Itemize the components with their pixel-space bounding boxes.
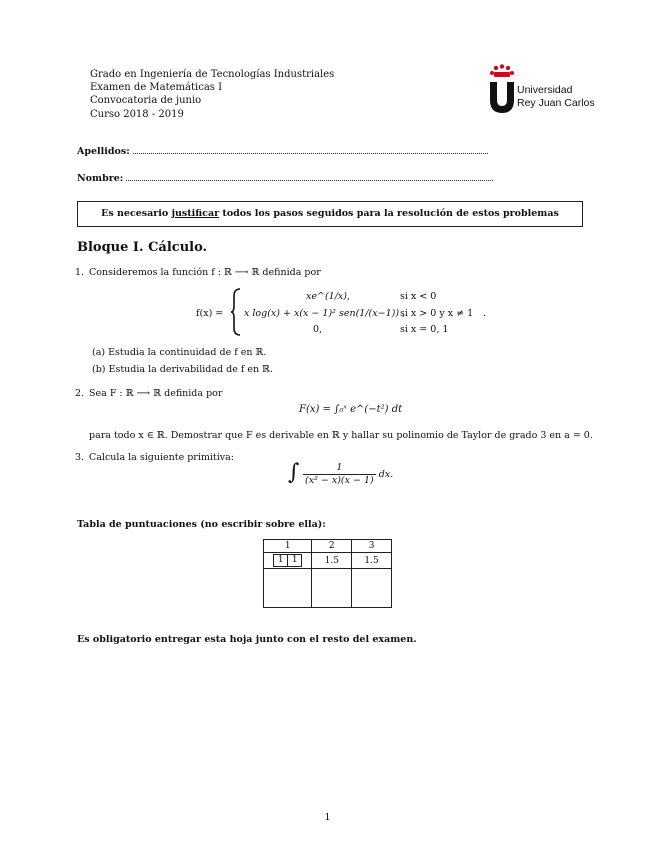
score-blank-cell	[352, 569, 392, 608]
problem-1-number: 1.	[75, 267, 85, 278]
apellidos-field[interactable]	[77, 145, 488, 157]
footer-note: Es obligatorio entregar esta hoja junto con el resto del examen.	[77, 634, 417, 645]
problem-1-text: Consideremos la función f : ℝ ⟶ ℝ definida por	[89, 267, 321, 278]
problem-2-statement: para todo x ∈ ℝ. Demostrar que F es derivable en ℝ y hallar su polinomio de Taylor de grado 3 en a = 0.	[89, 430, 593, 441]
left-brace	[230, 288, 242, 340]
section-title: Bloque I. Cálculo.	[77, 240, 208, 255]
notice-text: Es necesario	[101, 208, 172, 219]
logo-line: Universidad	[517, 84, 573, 96]
sub-score: 1	[288, 554, 302, 567]
header-line: Convocatoria de junio	[90, 95, 202, 107]
crown-u-icon	[487, 64, 517, 114]
case-1-expr: xe^(1/x),	[306, 291, 350, 302]
integral-sign: ∫	[288, 460, 300, 485]
score-blank-cell	[312, 569, 352, 608]
header-line: Curso 2018 - 2019	[90, 108, 184, 120]
exam-header	[90, 68, 334, 121]
score-header: 1	[264, 540, 312, 553]
header-line: Examen de Matemáticas I	[90, 82, 223, 94]
score-cell-1	[264, 553, 312, 569]
problem-2-number: 2.	[75, 388, 85, 399]
problem-2-formula: F(x) = ∫₀ˣ e^(−t²) dt	[299, 404, 403, 415]
score-value: 1.5	[312, 553, 352, 569]
case-2-cond: si x > 0 y x ≠ 1	[400, 308, 474, 319]
university-logo	[487, 64, 597, 114]
score-value: 1.5	[352, 553, 392, 569]
case-1-cond: si x < 0	[400, 291, 437, 302]
piecewise-lhs: f(x) =	[196, 308, 224, 319]
sub-score: 1	[273, 554, 288, 567]
nombre-field[interactable]	[77, 172, 493, 184]
problem-1a: (a) Estudia la continuidad de f en ℝ.	[92, 347, 267, 358]
notice-text: todos los pasos seguidos para la resolución de estos problemas	[219, 208, 559, 219]
justify-notice-box	[77, 201, 583, 227]
differential: dx.	[378, 469, 394, 480]
fraction-numerator: 1	[303, 462, 376, 475]
score-table	[263, 539, 392, 608]
case-3-cond: si x = 0, 1	[400, 324, 449, 335]
problem-2-text: Sea F : ℝ ⟶ ℝ definida por	[89, 388, 223, 399]
piecewise-end-dot: .	[483, 308, 487, 319]
apellidos-label: Apellidos:	[77, 146, 130, 157]
nombre-dotted-line[interactable]	[126, 172, 493, 181]
page-number: 1	[324, 812, 331, 823]
score-blank-cell	[264, 569, 312, 608]
university-name	[517, 84, 595, 110]
primitive-fraction	[303, 462, 393, 487]
score-table-title: Tabla de puntuaciones (no escribir sobre ella):	[77, 519, 326, 530]
problem-1b: (b) Estudia la derivabilidad de f en ℝ.	[92, 364, 274, 375]
fraction	[303, 462, 376, 487]
problem-3-number: 3.	[75, 452, 85, 463]
case-2-expr: x log(x) + x(x − 1)² sen(1/(x−1)) ,	[244, 308, 406, 319]
problem-3-text: Calcula la siguiente primitiva:	[89, 452, 235, 463]
header-line: Grado en Ingeniería de Tecnologías Industriales	[90, 69, 335, 80]
case-3-expr: 0,	[313, 324, 323, 335]
notice-underlined: justificar	[171, 208, 220, 219]
score-header: 3	[352, 540, 392, 553]
apellidos-dotted-line[interactable]	[133, 145, 488, 154]
fraction-denominator: (x² − x)(x − 1)	[305, 475, 374, 486]
nombre-label: Nombre:	[77, 173, 124, 184]
score-header: 2	[312, 540, 352, 553]
logo-line: Rey Juan Carlos	[517, 97, 595, 109]
